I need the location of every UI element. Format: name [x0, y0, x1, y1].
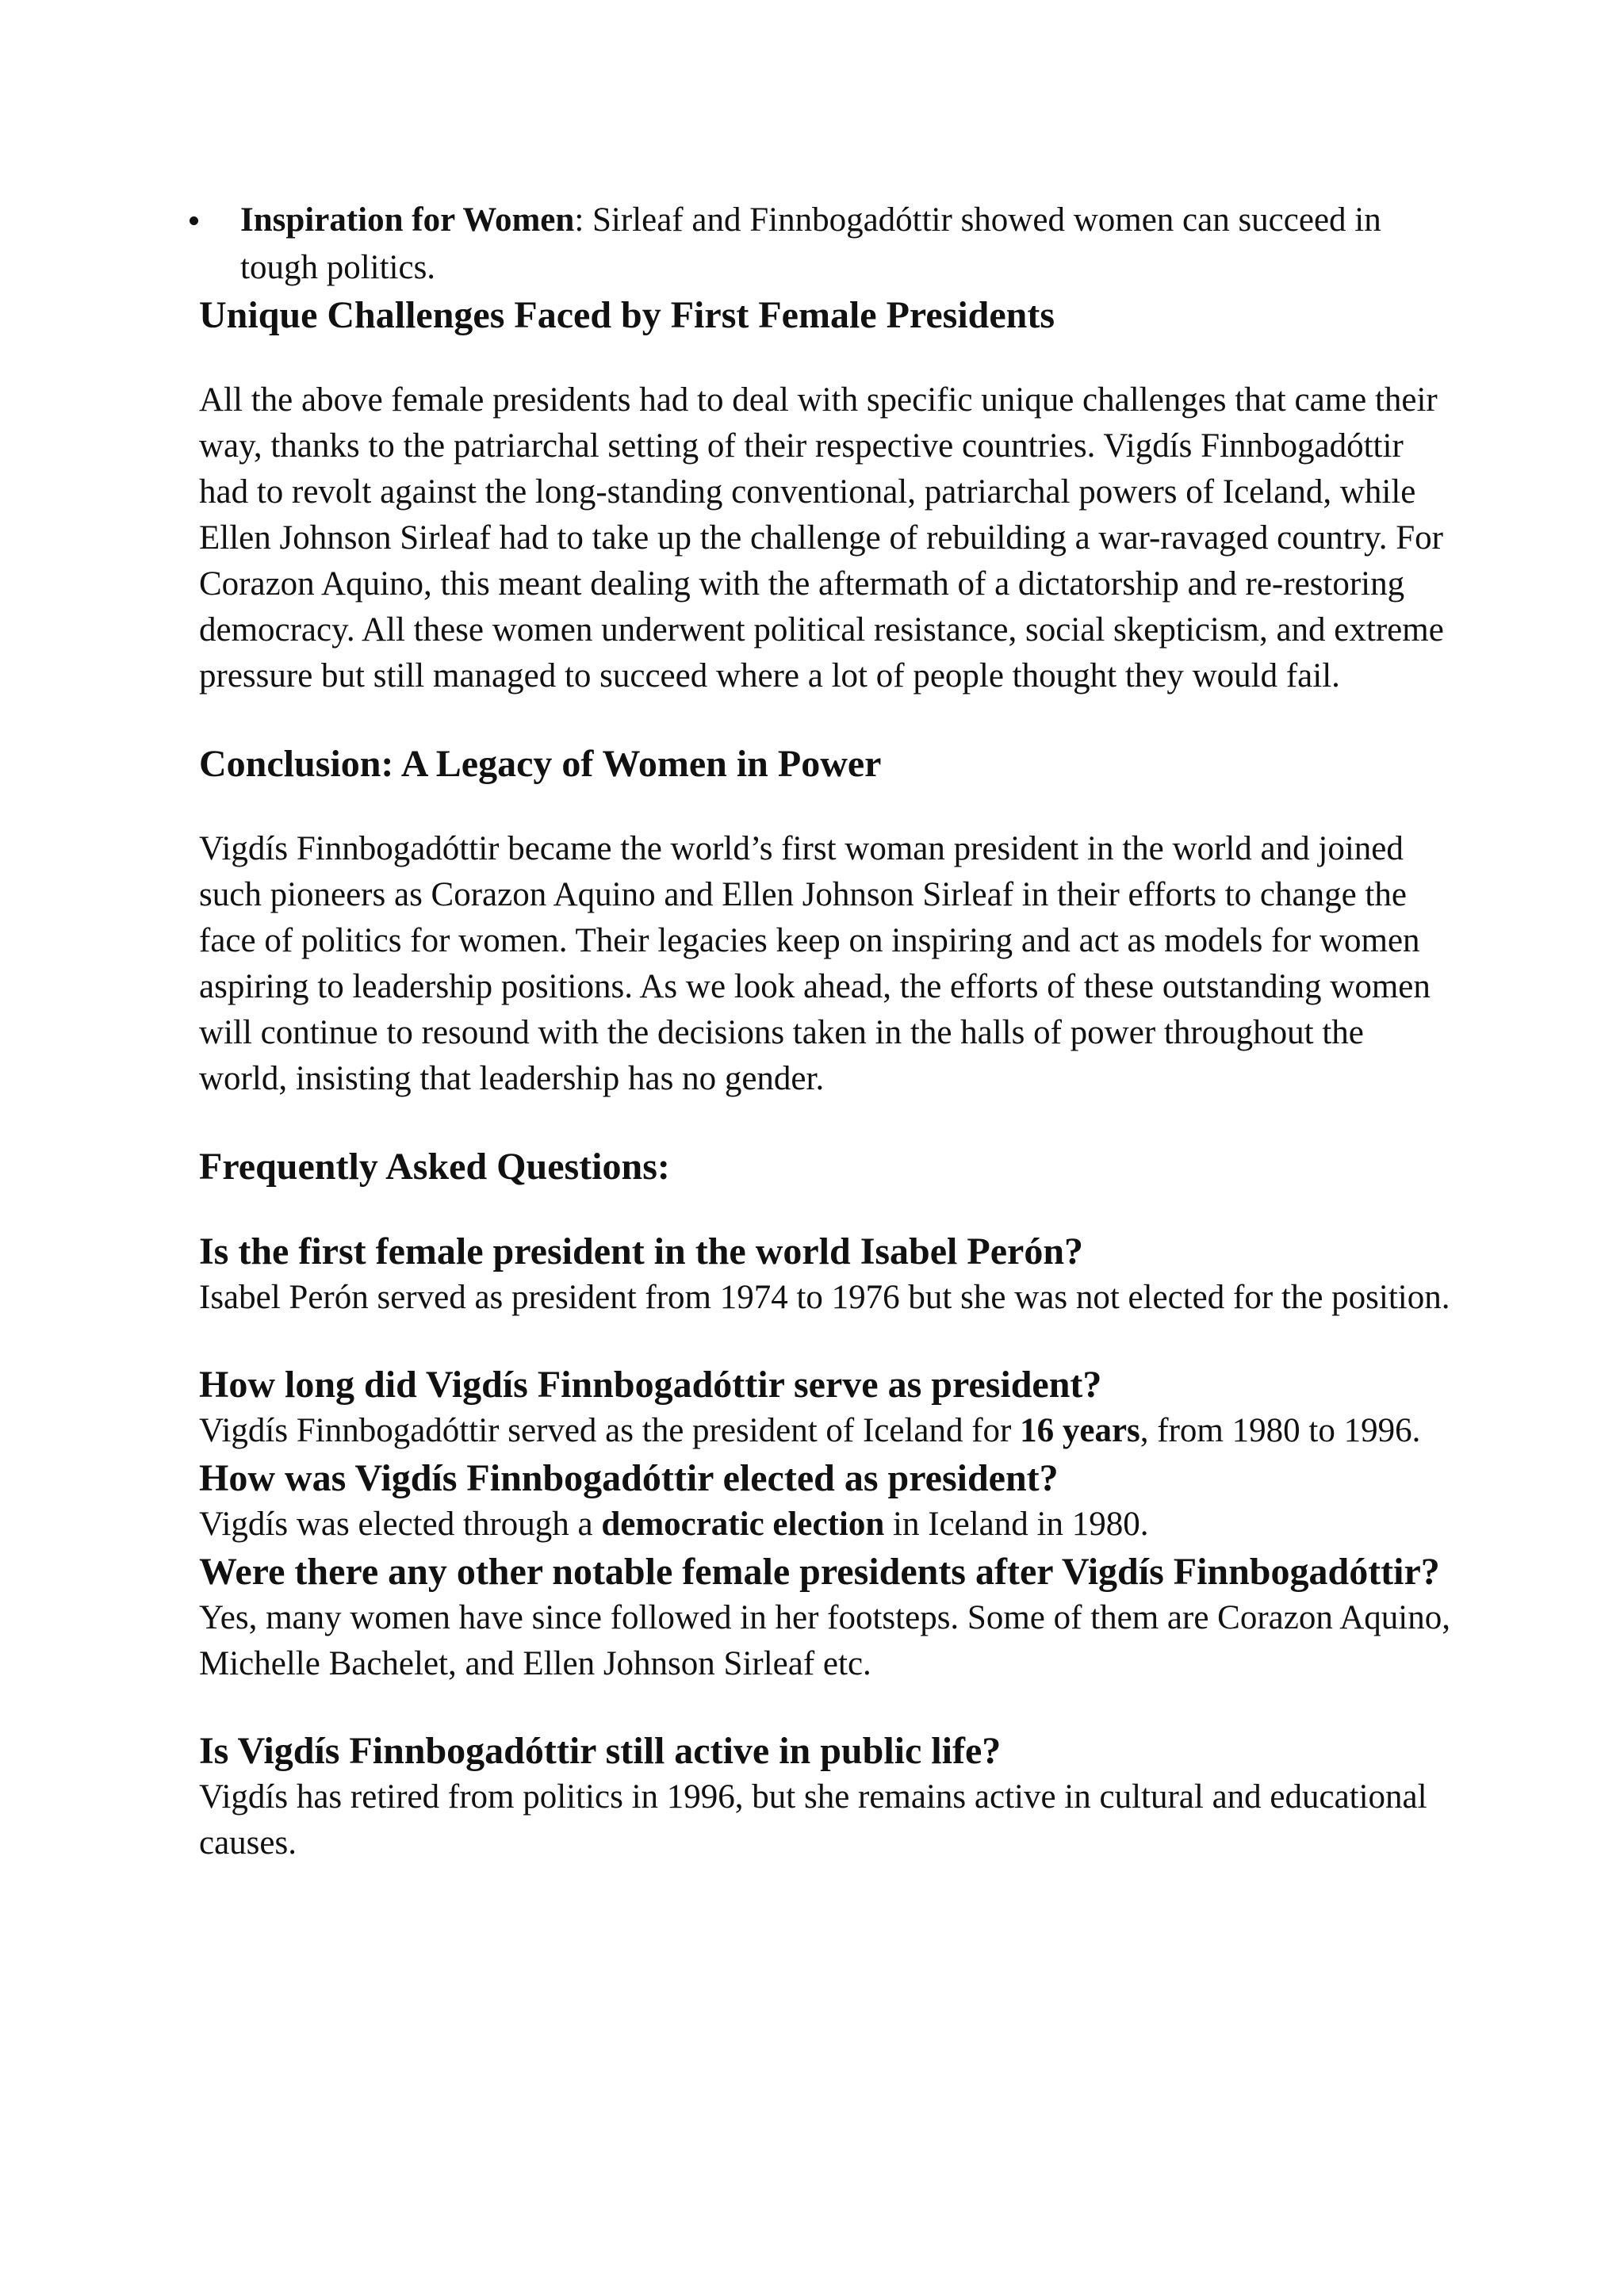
faq-answer-emphasis: democratic election: [601, 1506, 885, 1543]
faq-answer: [199, 1408, 1452, 1454]
faq-question: Is the first female president in the world Isabel Perón?: [199, 1230, 1084, 1272]
bullet-label: Inspiration for Women: [240, 201, 575, 239]
section-body-challenges: All the above female presidents had to deal with specific unique challenges that came their way, thanks to the patriarchal setting of their respective countries. Vigdís Finnbogadóttir had to revolt against the long-standing conventional, patriarchal powers of Iceland, while Ellen Johnson Sirleaf had to take up the challenge of rebuilding a war-ravaged country. For Corazon Aquino, this meant dealing with the aftermath of a dictatorship and re-restoring democracy. All these women underwent political resistance, social skepticism, and extreme pressure but still managed to succeed where a lot of people thought they would fail.: [199, 381, 1444, 695]
faq-answer: [199, 1502, 1452, 1548]
faq-answer: Isabel Perón served as president from 1974 to 1976 but she was not elected for the position.: [199, 1279, 1450, 1316]
list-item: [199, 197, 1452, 292]
faq-question: How long did Vigdís Finnbogadóttir serve as president?: [199, 1364, 1102, 1406]
bullet-text: : Sirleaf and Finnbogadóttir showed women can succeed in tough politics.: [240, 201, 1381, 286]
bullet-list: [199, 197, 1452, 292]
section-body-conclusion: Vigdís Finnbogadóttir became the world’s first woman president in the world and joined such pioneers as Corazon Aquino and Ellen Johnson Sirleaf in their efforts to change the face of politics for women. Their legacies keep on inspiring and act as models for women aspiring to leadership positions. As we look ahead, the efforts of these outstanding women will continue to resound with the decisions taken in the halls of power throughout the world, insisting that leadership has no gender.: [199, 830, 1431, 1097]
faq-answer-text: in Iceland in 1980.: [884, 1506, 1149, 1543]
faq-answer: Vigdís has retired from politics in 1996, but she remains active in cultural and educational causes.: [199, 1778, 1427, 1862]
faq-answer-text: Vigdís was elected through a: [199, 1506, 602, 1543]
faq-question: Is Vigdís Finnbogadóttir still active in public life?: [199, 1730, 1002, 1772]
faq-answer-emphasis: 16 years: [1020, 1412, 1140, 1449]
faq-question: How was Vigdís Finnbogadóttir elected as president?: [199, 1457, 1059, 1499]
section-heading-conclusion: Conclusion: A Legacy of Women in Power: [199, 743, 882, 785]
document-page: [199, 197, 1452, 1866]
faq-answer-text: , from 1980 to 1996.: [1139, 1412, 1421, 1449]
section-heading-faq: Frequently Asked Questions:: [199, 1146, 670, 1188]
section-heading-challenges: Unique Challenges Faced by First Female Presidents: [199, 294, 1055, 336]
faq-question: Were there any other notable female presidents after Vigdís Finnbogadóttir?: [199, 1551, 1440, 1593]
faq-answer: Yes, many women have since followed in her footsteps. Some of them are Corazon Aquino, Michelle Bachelet, and Ellen Johnson Sirleaf etc.: [199, 1599, 1450, 1682]
bullet-icon: [190, 216, 198, 225]
faq-answer-text: Vigdís Finnbogadóttir served as the president of Iceland for: [199, 1412, 1021, 1449]
